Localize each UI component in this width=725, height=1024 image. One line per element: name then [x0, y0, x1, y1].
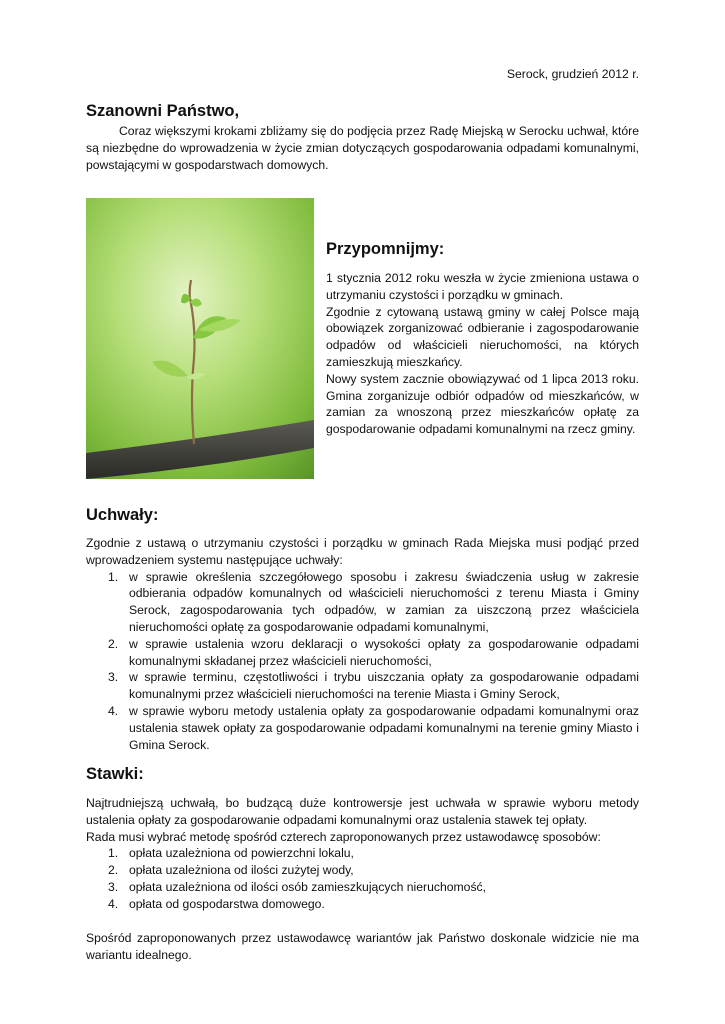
list-number: 2.: [108, 636, 119, 651]
reminder-paragraph-3: Nowy system zacznie obowiązywać od 1 lipca 2013 roku. Gmina zorganizuje odbiór odpadów od mieszkańców, w zamian za wnoszoną przez mieszkańców opłatę za gospodarowanie odpadami komunalnymi na rzecz gminy.: [326, 371, 639, 437]
rates-paragraph-1: Najtrudniejszą uchwałą, bo budzącą duże kontrowersje jest uchwała w sprawie wyboru metody ustalenia opłaty za gospodarowanie odpadami komunalnymi oraz ustalenia stawek tej opłaty.: [86, 796, 639, 827]
list-item: [86, 845, 639, 862]
intro-paragraph: Coraz większymi krokami zbliżamy się do podjęcia przez Radę Miejską w Serocku uchwał, które są niezbędne do wprowadzenia w życie zmian dotyczących gospodarowania odpadami komunalnymi, powstającymi w gospodarstwach domowych.: [86, 124, 639, 172]
resolutions-intro: Zgodnie z ustawą o utrzymaniu czystości i porządku w gminach Rada Miejska musi podjąć przed wprowadzeniem systemu następujące uchwały:: [86, 536, 639, 567]
rates-section: [86, 795, 639, 913]
list-text: opłata od gospodarstwa domowego.: [129, 896, 325, 911]
rates-list: [86, 845, 639, 912]
list-item: [86, 669, 639, 703]
rates-title: Stawki:: [86, 765, 144, 783]
list-text: opłata uzależniona od ilości zużytej wody,: [129, 863, 354, 878]
reminder-title: Przypomnijmy:: [326, 240, 445, 258]
seedling-photo-icon: [86, 198, 314, 479]
list-number: 3.: [108, 879, 119, 894]
list-item: [86, 636, 639, 670]
list-text: w sprawie terminu, częstotliwości i trybu uiszczania opłaty za gospodarowanie odpadami komunalnymi przez właścicieli nieruchomości na terenie Miasta i Gminy Serock,: [129, 670, 639, 702]
list-text: w sprawie określenia szczegółowego sposobu i zakresu świadczenia usług w zakresie odbierania odpadów komunalnych od właścicieli nieruchomości z terenu Miasta i Gminy Serock, zagospodarowania tych odpadów, w zamian za uiszczoną przez właściciela nieruchomości opłatę za gospodarowanie odpadami komunalnymi,: [129, 569, 639, 634]
list-text: opłata uzależniona od powierzchni lokalu,: [129, 846, 354, 861]
list-number: 2.: [108, 863, 119, 878]
list-text: opłata uzależniona od ilości osób zamieszkujących nieruchomość,: [129, 879, 487, 894]
resolutions-title: Uchwały:: [86, 506, 159, 524]
list-item: [86, 879, 639, 896]
list-text: w sprawie ustalenia wzoru deklaracji o wysokości opłaty za gospodarowanie odpadami komunalnymi składanej przez właścicieli nieruchomości,: [129, 636, 639, 668]
resolutions-list: [86, 569, 639, 754]
list-number: 1.: [108, 846, 119, 861]
greeting-title: Szanowni Państwo,: [86, 102, 240, 120]
list-item: [86, 862, 639, 879]
rates-paragraph-2: Rada musi wybrać metodę spośród czterech zaproponowanych przez ustawodawcę sposobów:: [86, 829, 601, 844]
list-number: 4.: [108, 896, 119, 911]
resolutions-section: [86, 535, 639, 753]
reminder-paragraph-2: Zgodnie z cytowaną ustawą gminy w całej Polsce mają obowiązek zorganizować odbieranie i zagospodarowanie odpadów od właścicieli nieruchomości, na których zamieszkują mieszkańcy.: [326, 304, 639, 369]
list-text: w sprawie wyboru metody ustalenia opłaty za gospodarowanie odpadami komunalnymi oraz ustalenia stawek opłaty za gospodarowanie odpadami komunalnymi na terenie gminy Miasto i Gmina Serock.: [129, 703, 639, 752]
reminder-section: [326, 240, 639, 438]
list-number: 3.: [108, 670, 119, 685]
list-item: [86, 703, 639, 753]
list-number: 4.: [108, 703, 119, 718]
closing-paragraph: Spośród zaproponowanych przez ustawodawcę wariantów jak Państwo doskonale widzicie nie ma wariantu idealnego.: [86, 931, 639, 962]
seedling-photo: [86, 198, 314, 479]
list-number: 1.: [108, 569, 119, 584]
list-item: [86, 896, 639, 913]
list-item: [86, 569, 639, 636]
date-line: Serock, grudzień 2012 r.: [506, 67, 639, 81]
reminder-paragraph-1: 1 stycznia 2012 roku weszła w życie zmieniona ustawa o utrzymaniu czystości i porządku w gminach.: [326, 271, 639, 302]
